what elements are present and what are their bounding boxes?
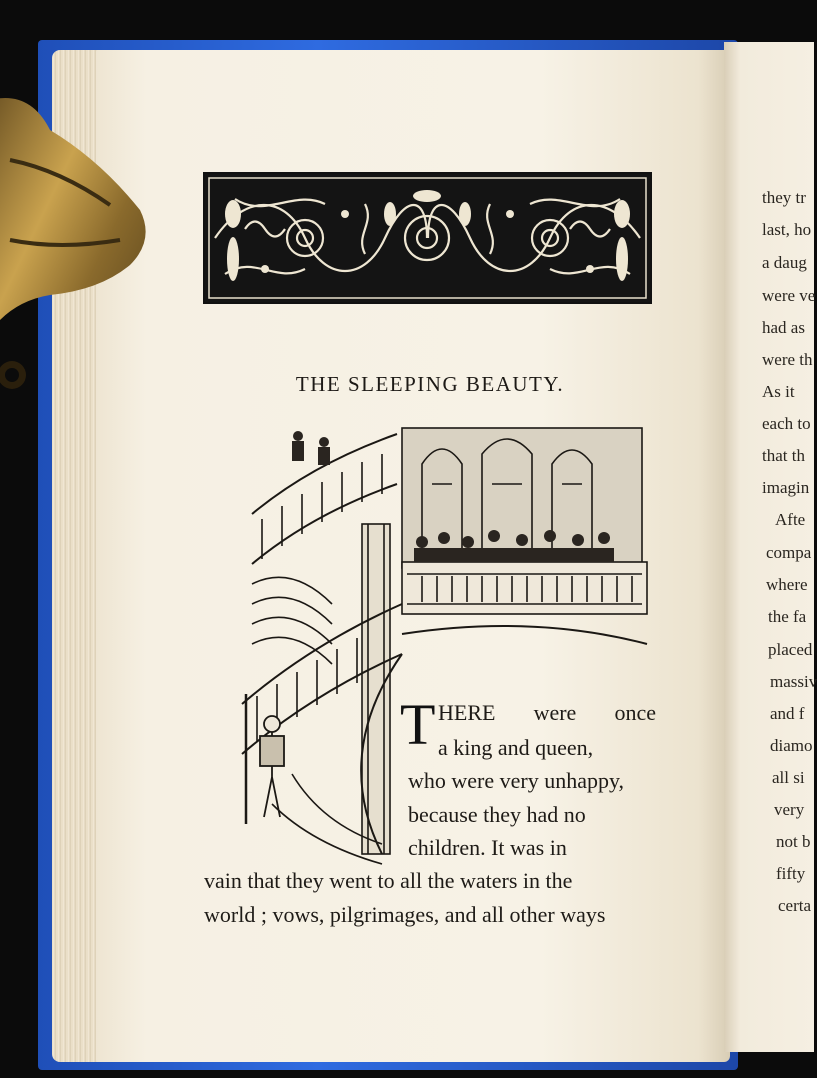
brass-clip-icon [0, 90, 150, 420]
text-line-5: children. It was in [408, 835, 567, 860]
facing-line: and f [770, 704, 805, 723]
story-title: THE SLEEPING BEAUTY. [295, 372, 565, 396]
facing-line: last, ho [762, 220, 812, 239]
facing-line: were th [762, 350, 813, 369]
facing-line: not b [776, 832, 811, 851]
facing-line: had as [762, 318, 805, 337]
facing-line: all si [772, 768, 805, 787]
facing-line: massiv [770, 672, 817, 691]
facing-line: compa [766, 543, 812, 562]
facing-line: placed [768, 640, 813, 659]
facing-line: Afte [775, 510, 806, 529]
text-line-4: because they had no [408, 802, 586, 827]
staircase-engraving-icon [232, 424, 652, 864]
text-line-1: HERE were once [438, 700, 656, 725]
text-line-2: a king and queen, [438, 735, 594, 760]
facing-line: imagin [762, 478, 810, 497]
ornamental-headpiece-icon [203, 172, 652, 304]
facing-line: As it [762, 382, 795, 401]
facing-line: were ve [762, 286, 816, 305]
facing-line: very [774, 800, 805, 819]
text-line-6: vain that they went to all the waters in the [204, 868, 573, 893]
facing-line: where [766, 575, 808, 594]
facing-line: certa [778, 896, 812, 915]
facing-line: they tr [762, 188, 806, 207]
facing-line: that th [762, 446, 805, 465]
drop-cap: T [400, 692, 436, 757]
facing-line: each to [762, 414, 811, 433]
facing-line: the fa [768, 607, 807, 626]
facing-line: a daug [762, 253, 807, 272]
text-line-7: world ; vows, pilgrimages, and all other ways [204, 902, 606, 927]
facing-line: fifty [776, 864, 806, 883]
facing-line: diamo [770, 736, 813, 755]
text-line-3: who were very unhappy, [408, 768, 625, 793]
